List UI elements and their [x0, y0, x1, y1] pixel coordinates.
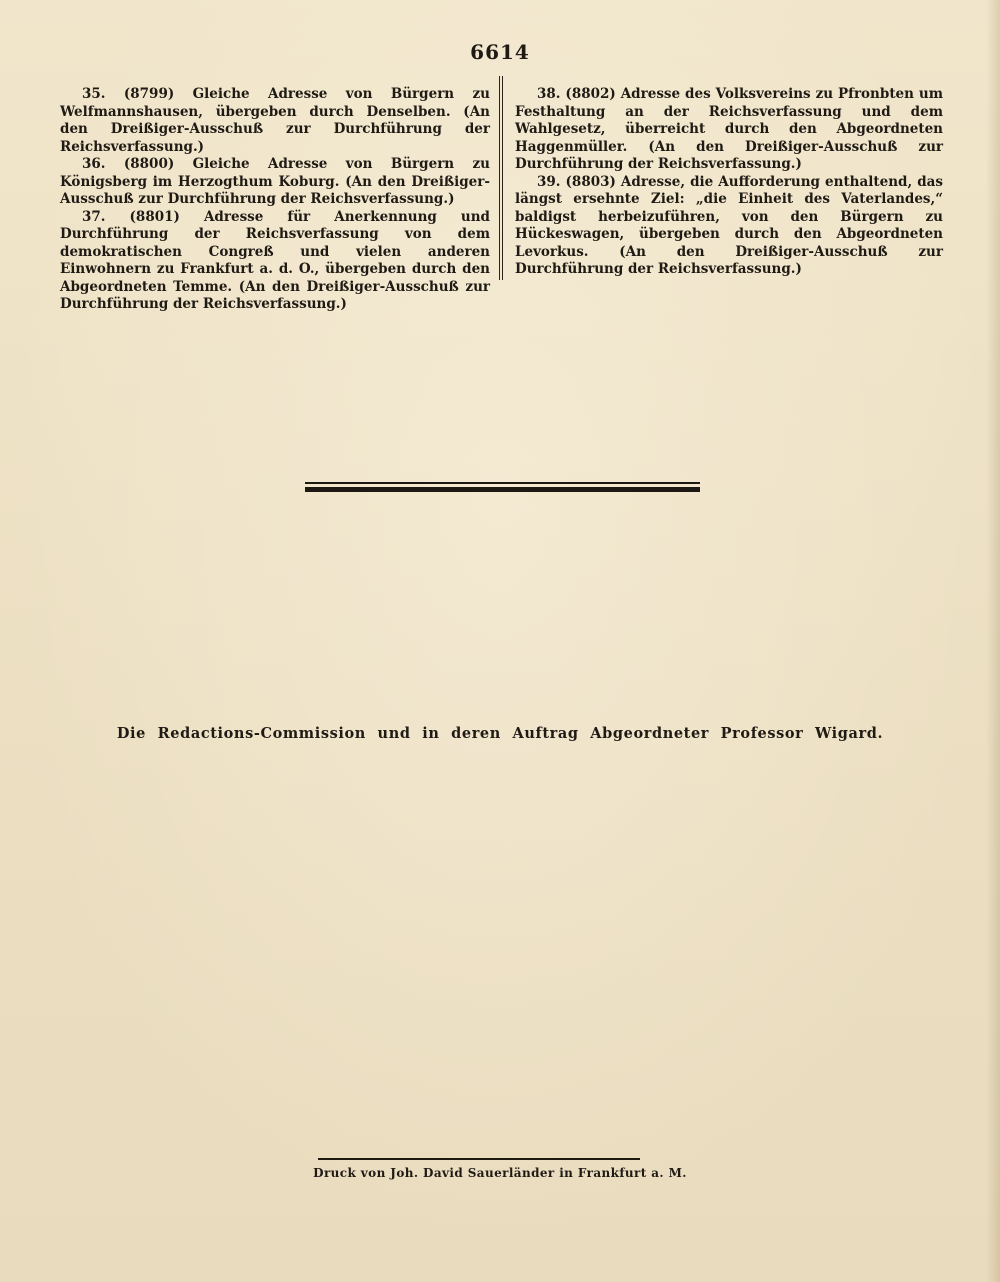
left-column — [60, 86, 490, 314]
petition-entry-39: 39. (8803) Adresse, die Aufforderung enthaltend, das längst ersehnte Ziel: „die Einheit des Vaterlandes,“ baldigst herbeizuführen, von den Bürgern zu Hückeswagen, übergeben durch den Abgeordneten Levorkus. (An den Dreißiger-Ausschuß zur Durchführung der Reichsverfassung.) — [515, 173, 943, 277]
column-divider — [499, 76, 503, 280]
page-number: 6614 — [470, 40, 530, 64]
imprint-rule — [318, 1158, 640, 1160]
printer-imprint: Druck von Joh. David Sauerländer in Frankfurt a. M. — [313, 1166, 687, 1180]
petition-entry-35: 35. (8799) Gleiche Adresse von Bürgern zu Welfmannshausen, übergeben durch Denselben. (An den Dreißiger-Ausschuß zur Durchführung der Reichsverfassung.) — [60, 86, 490, 155]
petition-entry-37: 37. (8801) Adresse für Anerkennung und Durchführung der Reichsverfassung von dem demokratischen Congreß und vielen anderen Einwohnern zu Frankfurt a. d. O., übergeben durch den Abgeordneten Temme. (An den Dreißiger-Ausschuß zur Durchführung der Reichsverfassung.) — [60, 208, 490, 312]
section-rule-thick — [305, 487, 700, 492]
editors-line: Die Redactions-Commission und in deren Auftrag Abgeordneter Professor Wigard. — [116, 725, 884, 742]
section-rule-thin — [305, 482, 700, 484]
petition-entry-38: 38. (8802) Adresse des Volksvereins zu Pfronbten um Festhaltung an der Reichsverfassung und dem Wahlgesetz, überreicht durch den Abgeordneten Haggenmüller. (An den Dreißiger-Ausschuß zur Durchführung der Reichsverfassung.) — [515, 86, 943, 172]
page-edge-shadow — [986, 0, 1000, 1282]
right-column — [515, 86, 943, 279]
petition-entry-36: 36. (8800) Gleiche Adresse von Bürgern zu Königsberg im Herzogthum Koburg. (An den Dreißiger-Ausschuß zur Durchführung der Reichsverfassung.) — [60, 156, 490, 207]
